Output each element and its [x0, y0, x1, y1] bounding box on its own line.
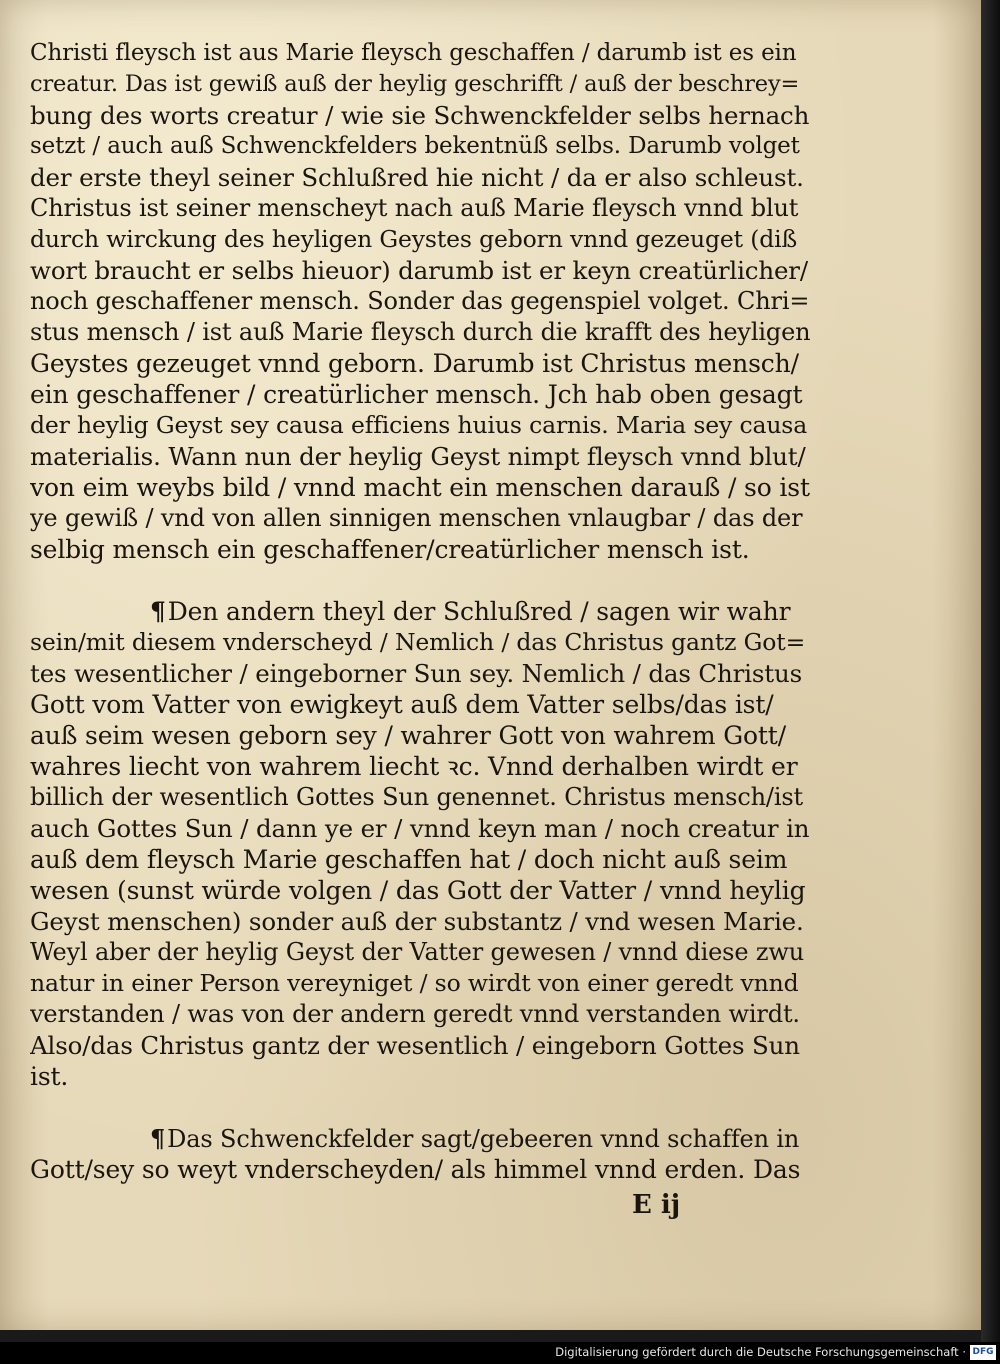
- text-line: [30, 193, 812, 224]
- line-text: Christus ist seiner menscheyt nach auß Marie fleysch vnnd blut: [30, 194, 799, 222]
- line-text: Christi fleysch ist aus Marie fleysch geschaffen / darumb ist es ein: [30, 40, 797, 66]
- text-line: [30, 131, 812, 162]
- line-text: creatur. Das ist gewiß auß der heylig geschrifft / auß der beschrey=: [30, 71, 800, 97]
- pilcrow-icon: ¶: [150, 1124, 166, 1153]
- text-line: [30, 999, 812, 1030]
- line-text: materialis. Wann nun der heylig Geyst nimpt fleysch vnnd blut/: [30, 442, 806, 471]
- line-text: der erste theyl seiner Schlußred hie nicht / da er also schleust.: [30, 163, 804, 192]
- dfg-logo: DFG: [970, 1345, 996, 1360]
- pilcrow-icon: ¶: [150, 597, 166, 626]
- scan-right-edge: [981, 0, 1000, 1364]
- text-line: [30, 317, 812, 348]
- line-text: ist.: [30, 1062, 69, 1091]
- text-line: [30, 1123, 812, 1154]
- text-line: [30, 968, 812, 999]
- text-line: [30, 224, 812, 255]
- text-line: [30, 658, 812, 689]
- text-line: [30, 255, 812, 286]
- text-line: [30, 162, 812, 193]
- text-line: [30, 844, 812, 875]
- line-text: Also/das Christus gantz der wesentlich / eingeborn Gottes Sun: [30, 1031, 800, 1060]
- paragraph-gap: [30, 1092, 812, 1123]
- text-line: [30, 875, 812, 906]
- line-text: Das Schwenckfelder sagt/gebeeren vnnd schaffen in: [167, 1125, 800, 1153]
- footer-credit: Digitalisierung gefördert durch die Deutsche Forschungsgemeinschaft ·: [555, 1345, 966, 1359]
- text-line: [30, 906, 812, 937]
- text-line: [30, 937, 812, 968]
- text-line: [30, 689, 812, 720]
- paragraph-gap: [30, 565, 812, 596]
- line-text: selbig mensch ein geschaffener/creatürlicher mensch ist.: [30, 535, 750, 564]
- text-line: [30, 379, 812, 410]
- line-text: auch Gottes Sun / dann ye er / vnnd keyn man / noch creatur in: [30, 814, 810, 843]
- line-text: sein/mit diesem vnderscheyd / Nemlich / das Christus gantz Got=: [30, 628, 806, 656]
- text-line: [30, 782, 812, 813]
- signature-mark: E ij: [632, 1190, 681, 1220]
- text-line: [30, 69, 812, 100]
- line-text: billich der wesentlich Gottes Sun genennet. Christus mensch/ist: [30, 783, 804, 811]
- line-text: verstanden / was von der andern geredt vnnd verstanden wirdt.: [30, 1000, 800, 1028]
- line-text: der heylig Geyst sey causa efficiens huius carnis. Maria sey causa: [30, 411, 808, 439]
- line-text: Weyl aber der heylig Geyst der Vatter gewesen / vnnd diese zwu: [30, 938, 805, 966]
- text-line: [30, 627, 812, 658]
- text-line: [30, 1061, 812, 1092]
- line-text: wahres liecht von wahrem liecht ꝛc. Vnnd derhalben wirdt er: [30, 752, 798, 781]
- text-line: [30, 38, 812, 69]
- footer-bar: [0, 1342, 1000, 1364]
- line-text: auß seim wesen geborn sey / wahrer Gott von wahrem Gott/: [30, 721, 786, 750]
- line-text: stus mensch / ist auß Marie fleysch durch die krafft des heyligen: [30, 318, 811, 346]
- page-text: [30, 38, 812, 1185]
- text-line: [30, 1154, 812, 1185]
- text-line: [30, 720, 812, 751]
- line-text: tes wesentlicher / eingeborner Sun sey. Nemlich / das Christus: [30, 659, 803, 688]
- line-text: wesen (sunst würde volgen / das Gott der Vatter / vnnd heylig: [30, 876, 806, 905]
- text-line: [30, 751, 812, 782]
- line-text: Gott/sey so weyt vnderscheyden/ als himmel vnnd erden. Das: [30, 1155, 801, 1184]
- line-text: natur in einer Person vereyniget / so wirdt von einer geredt vnnd: [30, 969, 799, 997]
- line-text: noch geschaffener mensch. Sonder das gegenspiel volget. Chri=: [30, 287, 810, 315]
- text-line: [30, 472, 812, 503]
- line-text: durch wirckung des heyligen Geystes geborn vnnd gezeuget (diß: [30, 225, 798, 253]
- line-text: von eim weybs bild / vnnd macht ein menschen darauß / so ist: [30, 473, 810, 502]
- line-text: Geyst menschen) sonder auß der substantz / vnd wesen Marie.: [30, 907, 804, 936]
- text-line: [30, 441, 812, 472]
- text-line: [30, 348, 812, 379]
- text-line: [30, 534, 812, 565]
- text-line: [30, 596, 812, 627]
- line-text: auß dem fleysch Marie geschaffen hat / doch nicht auß seim: [30, 845, 788, 874]
- line-text: ein geschaffener / creatürlicher mensch. Jch hab oben gesagt: [30, 380, 803, 409]
- line-text: Den andern theyl der Schlußred / sagen wir wahr: [167, 597, 791, 626]
- text-line: [30, 100, 812, 131]
- text-line: [30, 503, 812, 534]
- line-text: Geystes gezeuget vnnd geborn. Darumb ist Christus mensch/: [30, 349, 799, 378]
- text-line: [30, 286, 812, 317]
- line-text: bung des worts creatur / wie sie Schwenckfelder selbs hernach: [30, 101, 810, 130]
- text-line: [30, 410, 812, 441]
- text-line: [30, 813, 812, 844]
- text-line: [30, 1030, 812, 1061]
- line-text: Gott vom Vatter von ewigkeyt auß dem Vatter selbs/das ist/: [30, 690, 774, 719]
- line-text: setzt / auch auß Schwenckfelders bekentnüß selbs. Darumb volget: [30, 133, 800, 159]
- line-text: ye gewiß / vnd von allen sinnigen menschen vnlaugbar / das der: [30, 504, 803, 532]
- line-text: wort braucht er selbs hieuor) darumb ist er keyn creatürlicher/: [30, 256, 808, 285]
